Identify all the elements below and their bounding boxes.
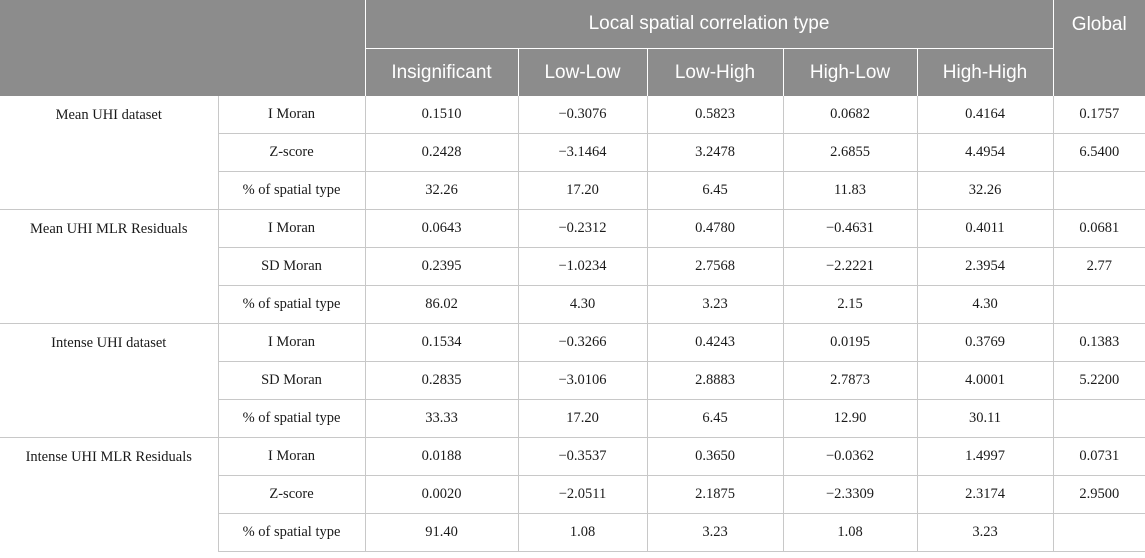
statistic-label: I Moran bbox=[218, 210, 365, 248]
value-cell: 0.2428 bbox=[365, 134, 518, 172]
value-cell: 32.26 bbox=[365, 172, 518, 210]
statistic-label: % of spatial type bbox=[218, 172, 365, 210]
value-cell: 30.11 bbox=[917, 400, 1053, 438]
value-cell: −3.1464 bbox=[518, 134, 647, 172]
table-body bbox=[0, 96, 1145, 552]
value-cell: 1.4997 bbox=[917, 438, 1053, 476]
dataset-name: Mean UHI MLR Residuals bbox=[0, 210, 218, 324]
table-row bbox=[0, 96, 1145, 134]
value-cell: −0.3266 bbox=[518, 324, 647, 362]
value-cell: 4.0001 bbox=[917, 362, 1053, 400]
value-cell: 2.1875 bbox=[647, 476, 783, 514]
statistic-label: % of spatial type bbox=[218, 514, 365, 552]
value-cell: −1.0234 bbox=[518, 248, 647, 286]
value-cell: 0.0195 bbox=[783, 324, 917, 362]
global-value-cell: 0.0681 bbox=[1053, 210, 1145, 248]
value-cell: 4.30 bbox=[917, 286, 1053, 324]
value-cell: 3.23 bbox=[647, 514, 783, 552]
table-row bbox=[0, 324, 1145, 362]
value-cell: 0.0188 bbox=[365, 438, 518, 476]
value-cell: 2.7873 bbox=[783, 362, 917, 400]
value-cell: 0.3650 bbox=[647, 438, 783, 476]
statistic-label: I Moran bbox=[218, 438, 365, 476]
value-cell: −2.0511 bbox=[518, 476, 647, 514]
value-cell: −0.3076 bbox=[518, 96, 647, 134]
value-cell: 6.45 bbox=[647, 400, 783, 438]
value-cell: 0.0020 bbox=[365, 476, 518, 514]
statistic-label: % of spatial type bbox=[218, 286, 365, 324]
dataset-name: Mean UHI dataset bbox=[0, 96, 218, 210]
value-cell: 0.4780 bbox=[647, 210, 783, 248]
column-header: High-High bbox=[917, 49, 1053, 97]
value-cell: 17.20 bbox=[518, 172, 647, 210]
global-value-cell bbox=[1053, 286, 1145, 324]
value-cell: 3.23 bbox=[647, 286, 783, 324]
value-cell: −2.2221 bbox=[783, 248, 917, 286]
value-cell: 12.90 bbox=[783, 400, 917, 438]
global-value-cell: 6.5400 bbox=[1053, 134, 1145, 172]
global-header: Global bbox=[1053, 0, 1145, 96]
value-cell: 32.26 bbox=[917, 172, 1053, 210]
value-cell: −3.0106 bbox=[518, 362, 647, 400]
global-value-cell: 2.9500 bbox=[1053, 476, 1145, 514]
value-cell: 86.02 bbox=[365, 286, 518, 324]
global-value-cell: 0.1383 bbox=[1053, 324, 1145, 362]
value-cell: 1.08 bbox=[518, 514, 647, 552]
header-corner bbox=[0, 0, 365, 96]
column-header: High-Low bbox=[783, 49, 917, 97]
statistic-label: I Moran bbox=[218, 96, 365, 134]
value-cell: −0.0362 bbox=[783, 438, 917, 476]
global-value-cell bbox=[1053, 400, 1145, 438]
value-cell: 0.4243 bbox=[647, 324, 783, 362]
value-cell: 0.2395 bbox=[365, 248, 518, 286]
global-value-cell bbox=[1053, 514, 1145, 552]
statistic-label: Z-score bbox=[218, 134, 365, 172]
statistic-label: Z-score bbox=[218, 476, 365, 514]
statistic-label: I Moran bbox=[218, 324, 365, 362]
value-cell: 11.83 bbox=[783, 172, 917, 210]
value-cell: 2.15 bbox=[783, 286, 917, 324]
value-cell: −2.3309 bbox=[783, 476, 917, 514]
value-cell: 0.3769 bbox=[917, 324, 1053, 362]
table-row bbox=[0, 210, 1145, 248]
value-cell: 0.1510 bbox=[365, 96, 518, 134]
column-header: Insignificant bbox=[365, 49, 518, 97]
local-correlation-header: Local spatial correlation type bbox=[365, 0, 1053, 49]
value-cell: 4.30 bbox=[518, 286, 647, 324]
dataset-name: Intense UHI dataset bbox=[0, 324, 218, 438]
statistic-label: SD Moran bbox=[218, 248, 365, 286]
value-cell: 33.33 bbox=[365, 400, 518, 438]
value-cell: 0.0643 bbox=[365, 210, 518, 248]
value-cell: 0.4164 bbox=[917, 96, 1053, 134]
value-cell: 0.1534 bbox=[365, 324, 518, 362]
global-value-cell: 0.1757 bbox=[1079, 106, 1120, 122]
table-row bbox=[0, 438, 1145, 476]
global-value-cell bbox=[1053, 172, 1145, 210]
value-cell: 2.3174 bbox=[917, 476, 1053, 514]
value-cell: 4.4954 bbox=[917, 134, 1053, 172]
value-cell: 2.7568 bbox=[647, 248, 783, 286]
value-cell: 0.2835 bbox=[365, 362, 518, 400]
column-header: Low-Low bbox=[518, 49, 647, 97]
global-value-cell: 0.0731 bbox=[1053, 438, 1145, 476]
column-header: Low-High bbox=[647, 49, 783, 97]
statistic-label: % of spatial type bbox=[218, 400, 365, 438]
value-cell: 3.2478 bbox=[647, 134, 783, 172]
value-cell: −0.4631 bbox=[783, 210, 917, 248]
value-cell: 2.3954 bbox=[917, 248, 1053, 286]
statistic-label: SD Moran bbox=[218, 362, 365, 400]
value-cell: −0.3537 bbox=[518, 438, 647, 476]
global-value-cell: 2.77 bbox=[1053, 248, 1145, 286]
value-cell: 2.8883 bbox=[647, 362, 783, 400]
value-cell: 0.5823 bbox=[647, 96, 783, 134]
value-cell: 3.23 bbox=[917, 514, 1053, 552]
value-cell: 6.45 bbox=[647, 172, 783, 210]
value-cell: 2.6855 bbox=[783, 134, 917, 172]
value-cell: −0.2312 bbox=[518, 210, 647, 248]
value-cell: 0.4011 bbox=[917, 210, 1053, 248]
value-cell: 1.08 bbox=[783, 514, 917, 552]
table-header bbox=[0, 0, 1145, 96]
value-cell: 91.40 bbox=[365, 514, 518, 552]
dataset-name: Intense UHI MLR Residuals bbox=[0, 438, 218, 552]
value-cell: 17.20 bbox=[518, 400, 647, 438]
value-cell: 0.0682 bbox=[783, 96, 917, 134]
global-value-cell: 5.2200 bbox=[1053, 362, 1145, 400]
